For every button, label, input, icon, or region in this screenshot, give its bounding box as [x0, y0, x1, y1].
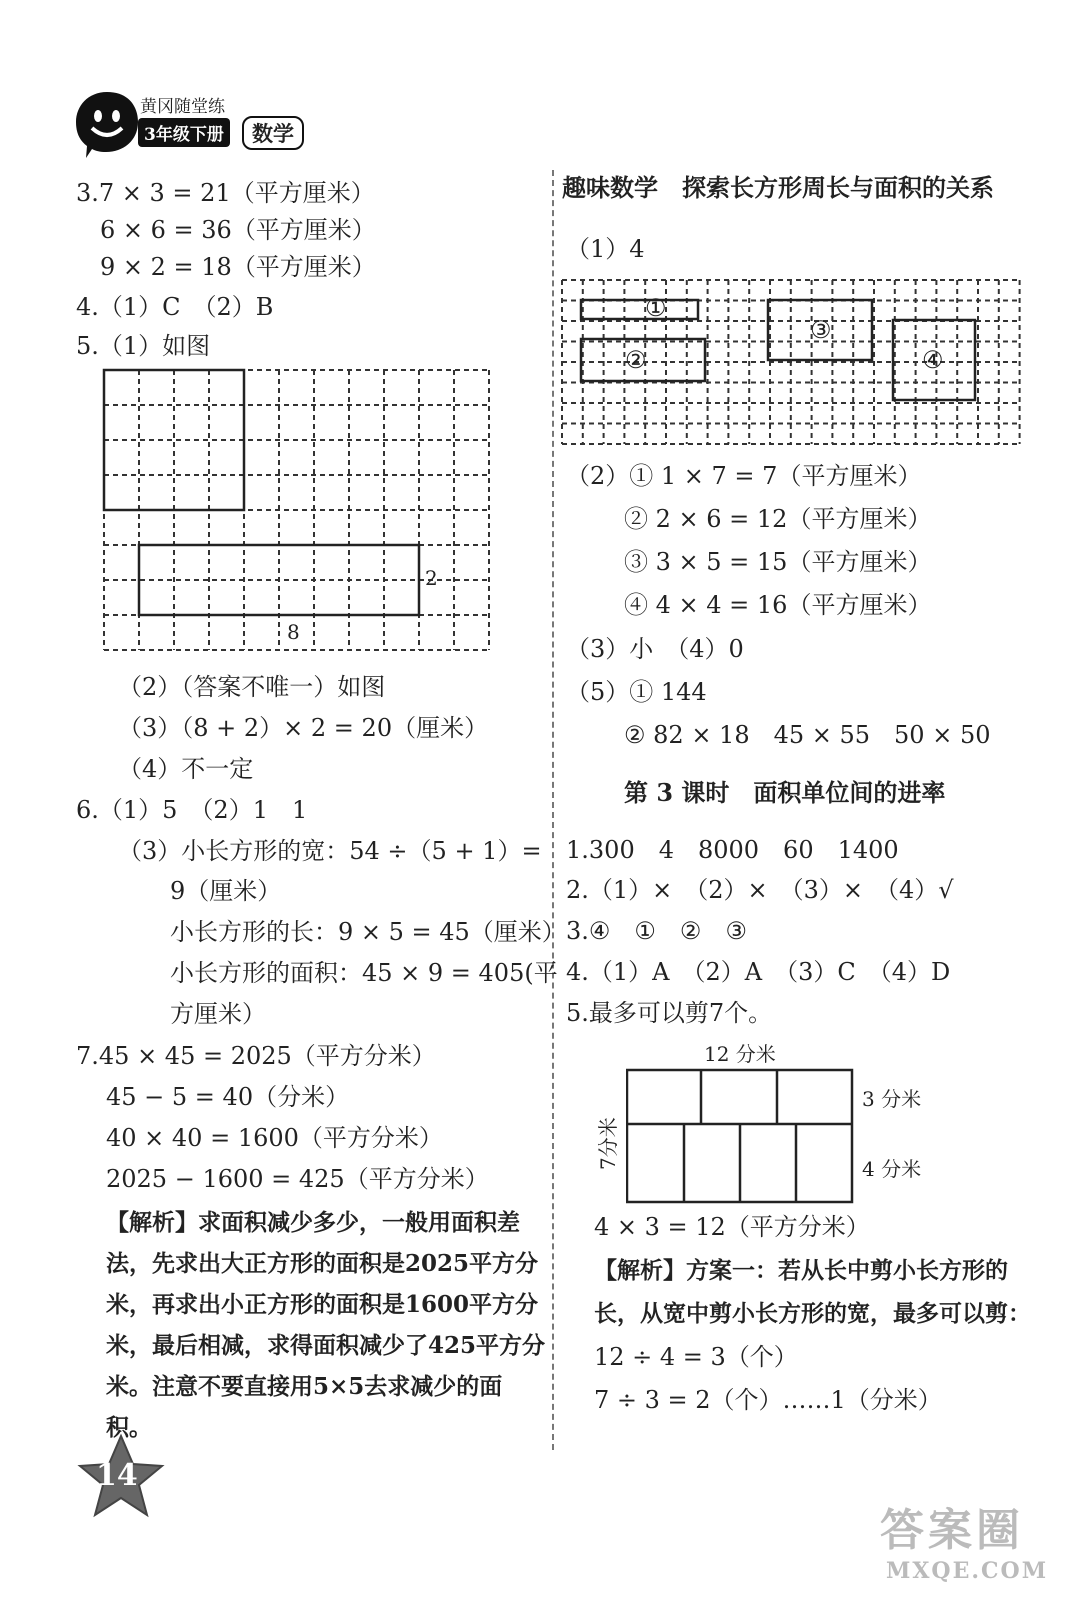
q5-3: （3）（8 + 2）× 2 = 20（厘米）	[118, 714, 489, 742]
item-4: 4.（1）A （2）A （3）C （4）D	[566, 958, 951, 986]
fig-width-label: 8	[287, 620, 300, 644]
right-p2-3: ③ 3 × 5 = 15（平方厘米）	[624, 548, 932, 576]
watermark-text: 答案圈	[880, 1505, 1024, 1556]
page-number: 14	[96, 1458, 138, 1493]
lesson-title: 第 3 课时 面积单位间的进率	[624, 778, 946, 807]
fig2-right-top-label: 3 分米	[862, 1087, 922, 1111]
item-3: 3.④ ① ② ③	[566, 917, 747, 945]
q5-4: （4）不一定	[118, 755, 254, 783]
rect-label-3: ③	[810, 316, 832, 344]
fig2-top-label: 12 分米	[704, 1042, 776, 1066]
right-calc-1: 12 ÷ 4 = 3（个）	[594, 1343, 798, 1371]
q7-4: 2025 − 1600 = 425（平方分米）	[106, 1165, 489, 1193]
right-p2-4: ④ 4 × 4 = 16（平方厘米）	[624, 591, 932, 619]
q7-2: 45 − 5 = 40（分米）	[106, 1083, 350, 1111]
item-2: 2.（1）× （2）× （3）× （4）√	[566, 876, 954, 904]
header-logo	[72, 88, 332, 158]
q6-3-b: 9（厘米）	[170, 877, 282, 905]
q6-3-d: 小长方形的面积：45 × 9 = 405(平	[170, 959, 558, 987]
fig2-left-label: 7分米	[596, 1117, 620, 1170]
q5-1: 5.（1）如图	[76, 332, 211, 360]
watermark-logo	[880, 1494, 1048, 1584]
right-p2-2: ② 2 × 6 = 12（平方厘米）	[624, 505, 932, 533]
q6-3-c: 小长方形的长：9 × 5 = 45（厘米）	[170, 918, 566, 946]
q5-2: （2）（答案不唯一）如图	[118, 673, 386, 701]
right-calc-2: 7 ÷ 3 = 2（个）……1（分米）	[594, 1386, 942, 1414]
grid-figure-1	[100, 366, 495, 658]
q7-1: 7.45 × 45 = 2025（平方分米）	[76, 1042, 436, 1070]
q7-3: 40 × 40 = 1600（平方分米）	[106, 1124, 443, 1152]
item-1: 1.300 4 8000 60 1400	[566, 836, 899, 864]
rect-label-2: ②	[625, 346, 647, 374]
right-calc: 4 × 3 = 12（平方分米）	[594, 1213, 870, 1241]
rect-label-4: ④	[922, 346, 944, 374]
item-5: 5.最多可以剪7个。	[566, 999, 773, 1027]
q6-3-e: 方厘米）	[170, 1000, 266, 1028]
column-divider	[552, 170, 554, 1450]
right-p3: （3）小 （4）0	[566, 635, 744, 663]
q3-line-3: 9 × 2 = 18（平方厘米）	[100, 253, 376, 281]
q6-3-a: （3）小长方形的宽：54 ÷（5 + 1）=	[118, 837, 542, 865]
cut-diagram	[626, 1068, 854, 1204]
right-p5-2: ② 82 × 18 45 × 55 50 × 50	[624, 721, 991, 749]
fig2-right-bottom-label: 4 分米	[862, 1157, 922, 1181]
header-grade: 3年级下册	[138, 118, 230, 147]
rect-1	[581, 300, 698, 319]
right-p2-1: （2）① 1 × 7 = 7（平方厘米）	[566, 462, 922, 490]
right-p1: （1）4	[566, 235, 645, 263]
watermark-url: MXQE.COM	[886, 1558, 1049, 1584]
right-analysis: 【解析】方案一：若从长中剪小长方形的长，从宽中剪小长方形的宽，最多可以剪：	[594, 1257, 1031, 1327]
right-heading: 趣味数学 探索长方形周长与面积的关系	[562, 173, 994, 202]
q3-line-2: 6 × 6 = 36（平方厘米）	[100, 216, 376, 244]
fig-height-label: 2	[425, 566, 438, 590]
rect-label-1: ①	[645, 294, 667, 322]
header-series: 黄冈随堂练	[140, 97, 225, 117]
q6: 6.（1）5 （2）1 1	[76, 796, 308, 824]
q4: 4.（1）C （2）B	[76, 293, 274, 321]
q3-line-1: 3.7 × 3 = 21（平方厘米）	[76, 179, 375, 207]
header-subject: 数学	[242, 116, 304, 150]
right-p5-1: （5）① 144	[566, 678, 707, 706]
q7-analysis: 【解析】求面积减少多少，一般用面积差法，先求出大正方形的面积是2025平方分米，再求出小正方形的面积是1600平方分米，最后相减，求得面积减少了425平方分米。注意不要直接用5×5去求减少的面积。	[106, 1209, 546, 1441]
smiley-icon	[72, 88, 142, 160]
